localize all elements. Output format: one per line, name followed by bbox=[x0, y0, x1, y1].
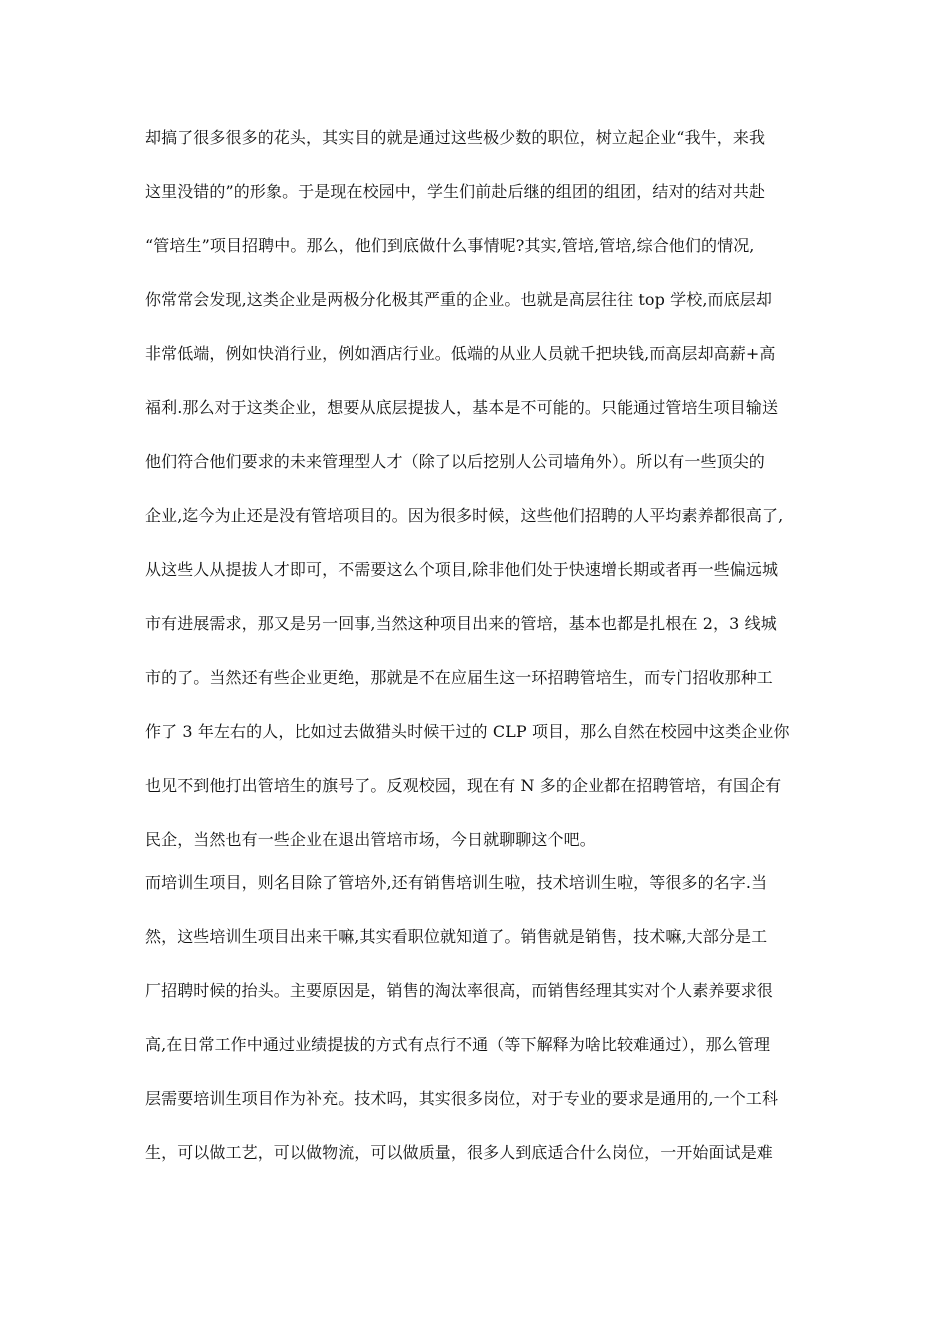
text-line: 厂招聘时候的抬头。主要原因是，销售的淘汰率很高，而销售经理其实对个人素养要求很 bbox=[145, 981, 773, 1000]
text-line: 作了 3 年左右的人，比如过去做猎头时候干过的 CLP 项目，那么自然在校园中这类企业你 bbox=[145, 722, 790, 741]
text-line: 然，这些培训生项目出来干嘛,其实看职位就知道了。销售就是销售，技术嘛,大部分是工 bbox=[145, 927, 768, 946]
text-line: 福利.那么对于这类企业，想要从底层提拔人，基本是不可能的。只能通过管培生项目输送 bbox=[145, 398, 779, 417]
text-line: 市有进展需求，那又是另一回事,当然这种项目出来的管培，基本也都是扎根在 2，3 线城 bbox=[145, 614, 777, 633]
text-line: 高,在日常工作中通过业绩提拔的方式有点行不通（等下解释为啥比较难通过），那么管理 bbox=[145, 1035, 771, 1054]
text-line: 却搞了很多很多的花头，其实目的就是通过这些极少数的职位，树立起企业“我牛，来我 bbox=[145, 128, 766, 147]
text-line: 生，可以做工艺，可以做物流，可以做质量，很多人到底适合什么岗位，一开始面试是难 bbox=[145, 1143, 773, 1162]
text-line: “管培生”项目招聘中。那么，他们到底做什么事情呢?其实,管培,管培,综合他们的情况, bbox=[145, 236, 755, 255]
text-line: 从这些人从提拔人才即可，不需要这么个项目,除非他们处于快速增长期或者再一些偏远城 bbox=[145, 560, 779, 579]
text-line: 这里没错的”的形象。于是现在校园中，学生们前赴后继的组团的组团，结对的结对共赴 bbox=[145, 182, 766, 201]
text-line: 层需要培训生项目作为补充。技术吗，其实很多岗位，对于专业的要求是通用的,一个工科 bbox=[145, 1089, 779, 1108]
text-line: 你常常会发现,这类企业是两极分化极其严重的企业。也就是高层往往 top 学校,而底层却 bbox=[145, 290, 772, 309]
text-line: 而培训生项目，则名目除了管培外,还有销售培训生啦，技术培训生啦，等很多的名字.当 bbox=[145, 873, 768, 892]
text-line: 也见不到他打出管培生的旗号了。反观校园，现在有 N 多的企业都在招聘管培，有国企有 bbox=[145, 776, 782, 795]
text-line: 市的了。当然还有些企业更绝，那就是不在应届生这一环招聘管培生，而专门招收那种工 bbox=[145, 668, 773, 687]
text-line: 非常低端，例如快消行业，例如酒店行业。低端的从业人员就千把块钱,而高层却高薪+高 bbox=[145, 344, 776, 363]
text-line: 企业,迄今为止还是没有管培项目的。因为很多时候，这些他们招聘的人平均素养都很高了, bbox=[145, 506, 784, 525]
text-line: 民企，当然也有一些企业在退出管培市场，今日就聊聊这个吧。 bbox=[145, 830, 596, 849]
text-line: 他们符合他们要求的未来管理型人才（除了以后挖别人公司墙角外）。所以有一些顶尖的 bbox=[145, 452, 765, 471]
